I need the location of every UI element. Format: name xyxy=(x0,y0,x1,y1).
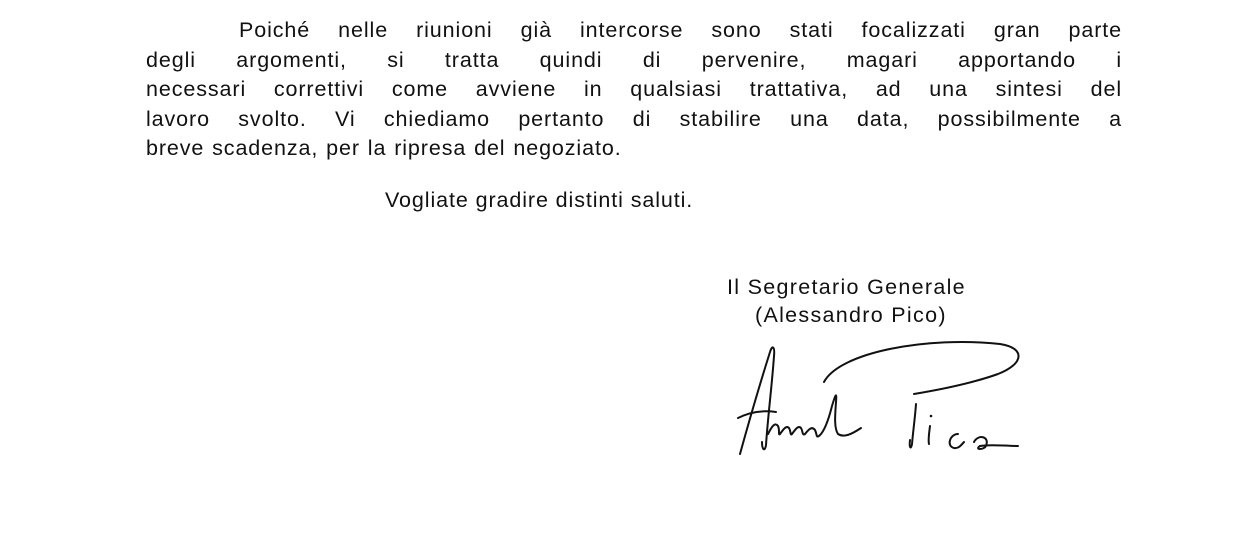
paragraph-line: lavoro svolto. Vi chiediamo pertanto di stabilire una data, possibilmente a xyxy=(146,106,1122,131)
signatory-title: Il Segretario Generale xyxy=(727,275,966,299)
paragraph-line: degli argomenti, si tratta quindi di pervenire, magari apportando i xyxy=(146,47,1122,72)
paragraph-line: Poiché nelle riunioni già intercorse sono stati focalizzati gran parte xyxy=(239,18,1122,42)
handwritten-signature xyxy=(728,330,1038,465)
body-paragraph xyxy=(146,16,1122,164)
signatory-name: (Alessandro Pico) xyxy=(755,303,947,327)
signatory-block xyxy=(727,273,966,329)
paragraph-line: breve scadenza, per la ripresa del negoziato. xyxy=(146,136,622,160)
paragraph-line: necessari correttivi come avviene in qualsiasi trattativa, ad una sintesi del xyxy=(146,77,1122,101)
closing-salutation: Vogliate gradire distinti saluti. xyxy=(385,188,694,212)
